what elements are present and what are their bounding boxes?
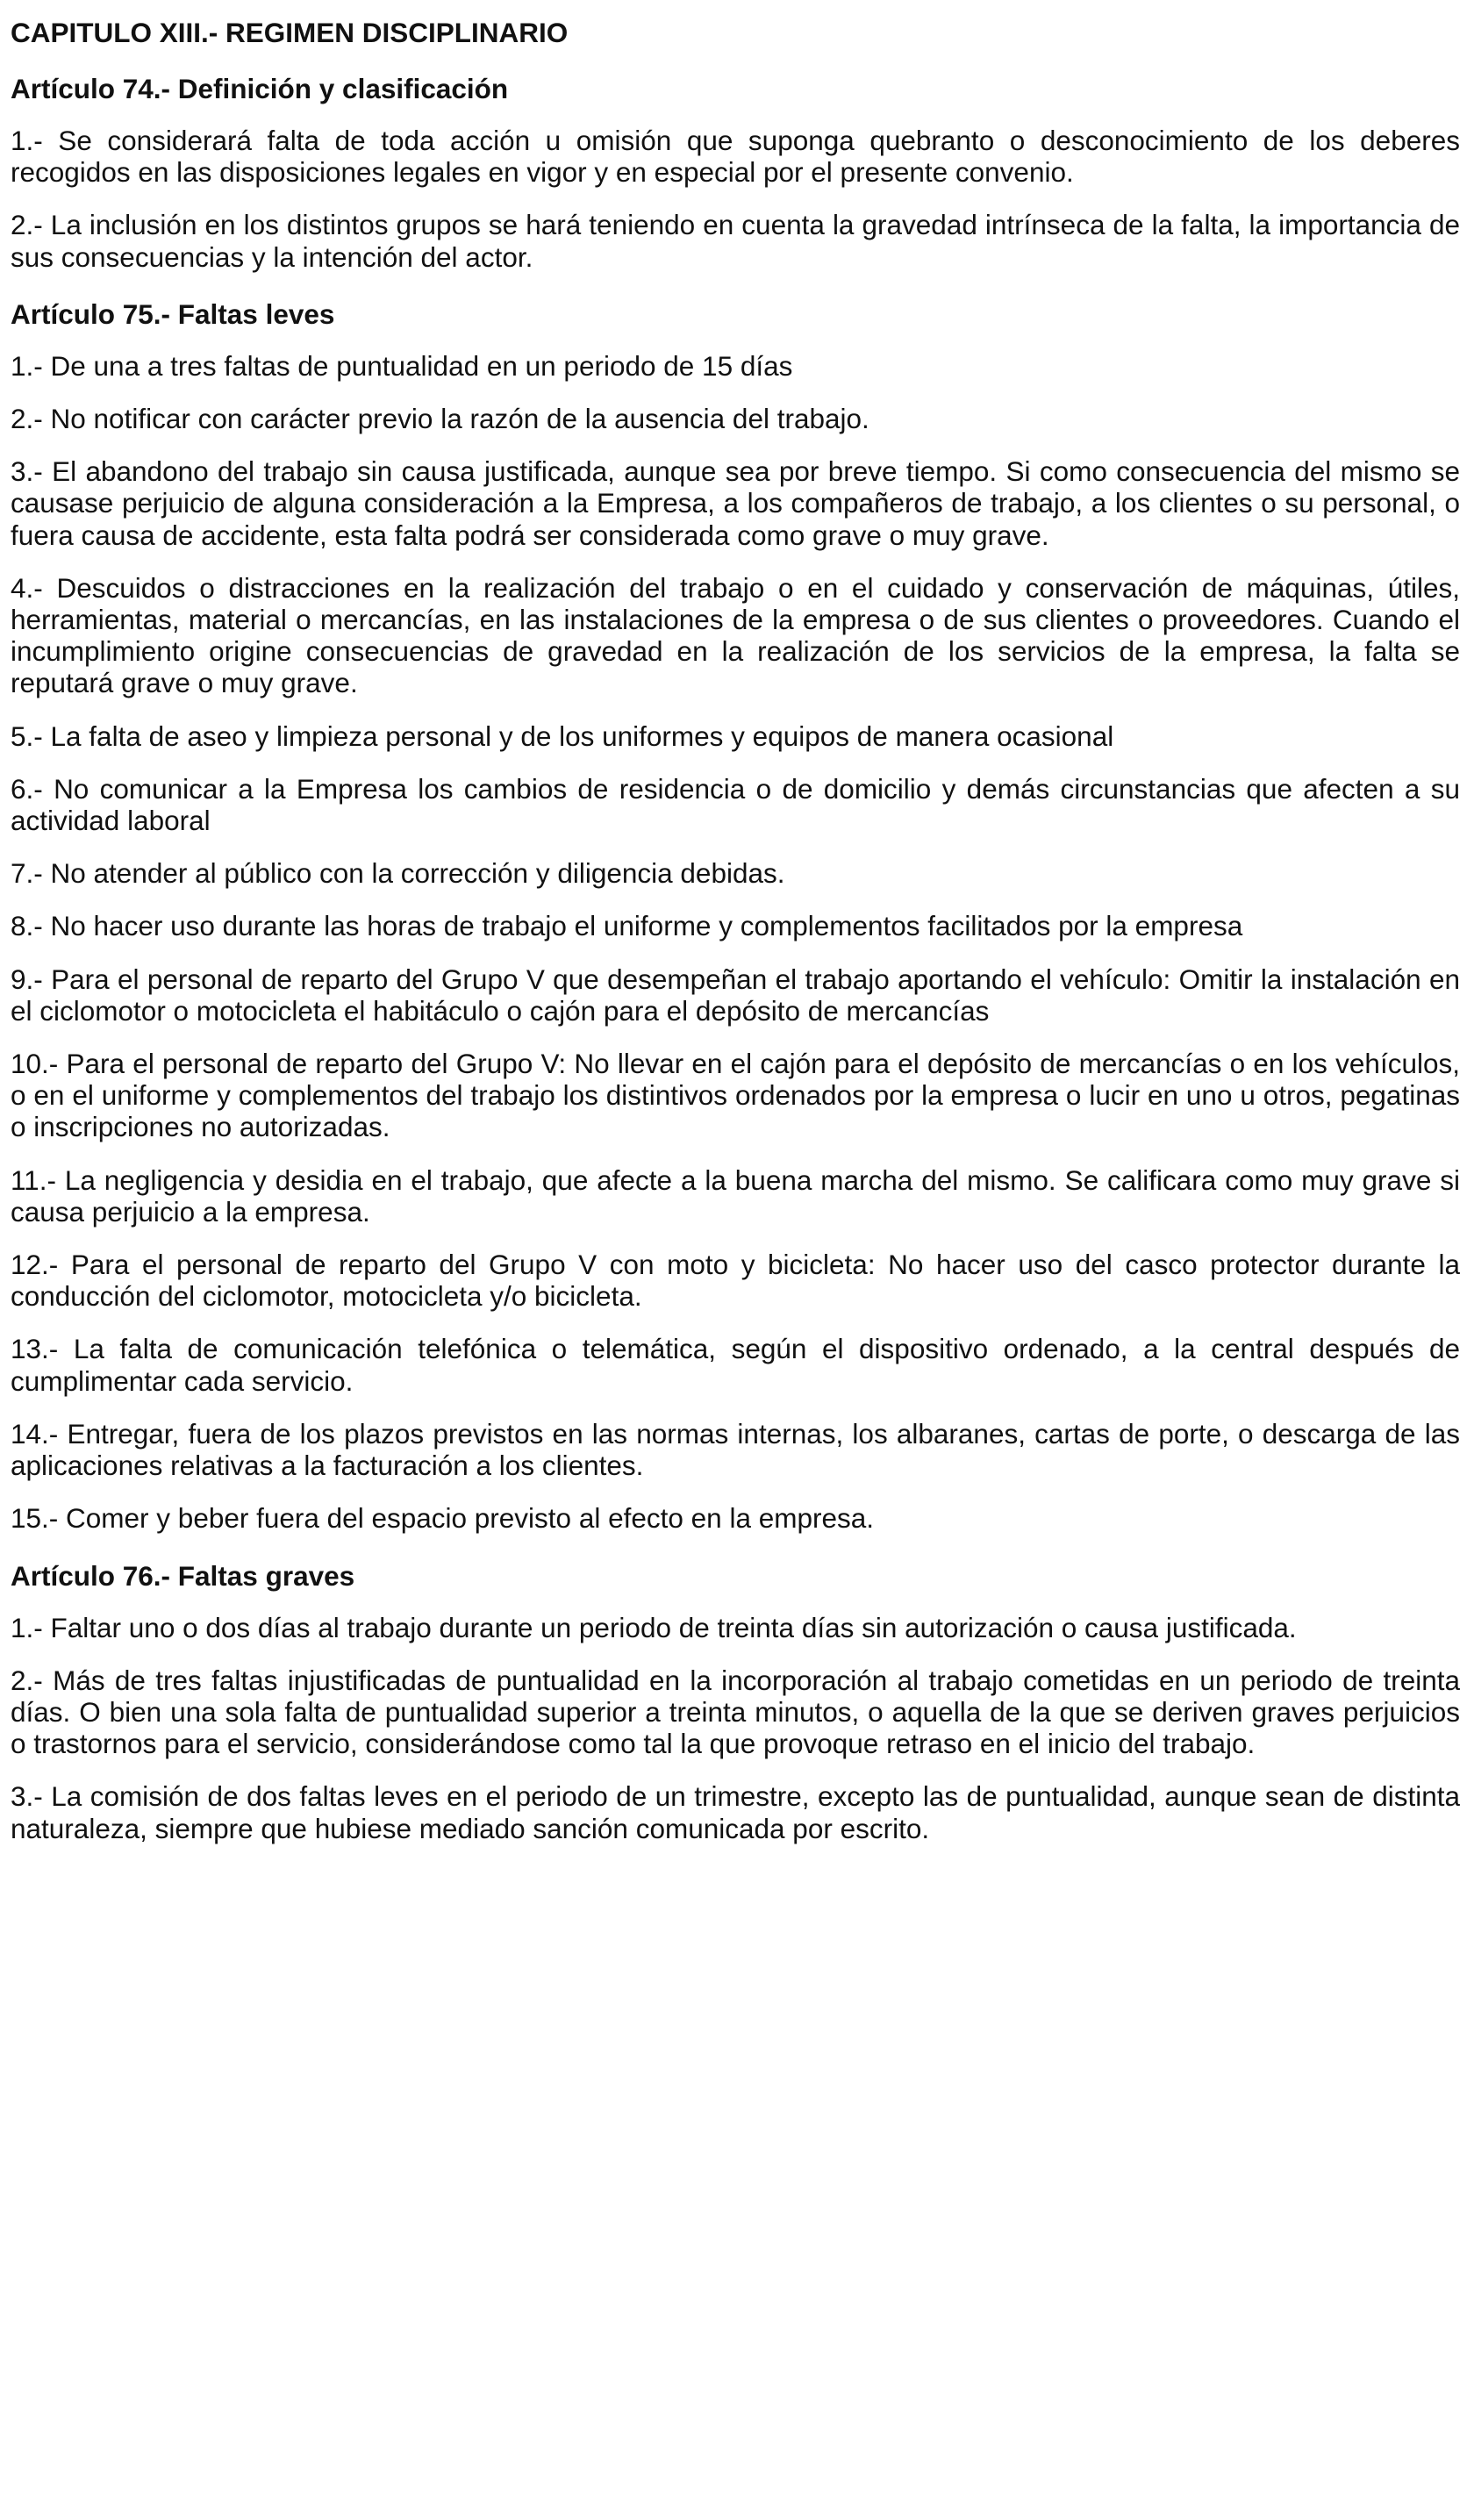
article-paragraph: 12.- Para el personal de reparto del Grupo V con moto y bicicleta: No hacer uso del casco protector durante la conducción del ciclomotor, motocicleta y/o bicicleta.: [11, 1249, 1460, 1313]
article-paragraph: 10.- Para el personal de reparto del Grupo V: No llevar en el cajón para el depósito de mercancías o en los vehículos, o en el uniforme y complementos del trabajo los distintivos ordenados por la empresa o lucir en uno u otros, pegatinas o inscripciones no autorizadas.: [11, 1048, 1460, 1143]
document-page: [11, 12, 1460, 1844]
article-heading: Artículo 74.- Definición y clasificación: [11, 73, 509, 104]
article-paragraph: 6.- No comunicar a la Empresa los cambios de residencia o de domicilio y demás circunstancias que afecten a su actividad laboral: [11, 772, 1460, 837]
article-paragraph: 2.- No notificar con carácter previo la razón de la ausencia del trabajo.: [11, 403, 869, 435]
article-paragraph: 3.- La comisión de dos faltas leves en el periodo de un trimestre, excepto las de puntualidad, aunque sean de distinta naturaleza, siempre que hubiese mediado sanción comunicada por escrito.: [11, 1780, 1460, 1844]
article-76: [11, 1556, 1460, 1844]
article-74: [11, 68, 1460, 273]
article-paragraph: 1.- De una a tres faltas de puntualidad en un periodo de 15 días: [11, 349, 793, 382]
article-paragraph: 4.- Descuidos o distracciones en la realización del trabajo o en el cuidado y conservación de máquinas, útiles, herramientas, material o mercancías, en las instalaciones de la empresa o de sus clientes o proveedores. Cuando el incumplimiento origine consecuencias de gravedad en la realización de los servicios de la empresa, la falta se reputará grave o muy grave.: [11, 571, 1460, 699]
article-paragraph: 2.- La inclusión en los distintos grupos se hará teniendo en cuenta la gravedad intrínseca de la falta, la importancia de sus consecuencias y la intención del actor.: [11, 209, 1460, 273]
article-heading: Artículo 75.- Faltas leves: [11, 297, 335, 330]
article-paragraph: 5.- La falta de aseo y limpieza personal y de los uniformes y equipos de manera ocasional: [11, 719, 1114, 752]
article-paragraph: 1.- Se considerará falta de toda acción u omisión que suponga quebranto o desconocimiento de los deberes recogidos en las disposiciones legales en vigor y en especial por el presente convenio.: [11, 125, 1460, 189]
article-paragraph: 1.- Faltar uno o dos días al trabajo durante un periodo de treinta días sin autorización o causa justificada.: [11, 1611, 1297, 1643]
article-paragraph: 8.- No hacer uso durante las horas de trabajo el uniforme y complementos facilitados por la empresa: [11, 910, 1243, 942]
article-paragraph: 2.- Más de tres faltas injustificadas de puntualidad en la incorporación al trabajo cometidas en un periodo de treinta días. O bien una sola falta de puntualidad superior a treinta minutos, o aquella de la que se deriven graves perjuicios o trastornos para el servicio, considerándose como tal la que provoque retraso en el inicio del trabajo.: [11, 1664, 1460, 1760]
article-paragraph: 3.- El abandono del trabajo sin causa justificada, aunque sea por breve tiempo. Si como consecuencia del mismo se causase perjuicio de alguna consideración a la Empresa, a los compañeros de trabajo, a los clientes o su personal, o fuera causa de accidente, esta falta podrá ser considerada como grave o muy grave.: [11, 455, 1460, 551]
article-paragraph: 9.- Para el personal de reparto del Grupo V que desempeñan el trabajo aportando el vehículo: Omitir la instalación en el ciclomotor o motocicleta el habitáculo o cajón para el depósito de mercancías: [11, 963, 1460, 1027]
article-paragraph: 13.- La falta de comunicación telefónica o telemática, según el dispositivo ordenado, a la central después de cumplimentar cada servicio.: [11, 1333, 1460, 1397]
chapter-title: CAPITULO XIII.- REGIMEN DISCIPLINARIO: [11, 17, 569, 48]
article-heading: Artículo 76.- Faltas graves: [11, 1559, 355, 1592]
article-75: [11, 294, 1460, 1535]
article-paragraph: 14.- Entregar, fuera de los plazos previstos en las normas internas, los albaranes, cartas de porte, o descarga de las aplicaciones relativas a la facturación a los clientes.: [11, 1417, 1460, 1482]
article-paragraph: 7.- No atender al público con la corrección y diligencia debidas.: [11, 857, 785, 890]
article-paragraph: 15.- Comer y beber fuera del espacio previsto al efecto en la empresa.: [11, 1502, 875, 1535]
article-paragraph: 11.- La negligencia y desidia en el trabajo, que afecte a la buena marcha del mismo. Se calificara como muy grave si causa perjuicio a la empresa.: [11, 1163, 1460, 1228]
